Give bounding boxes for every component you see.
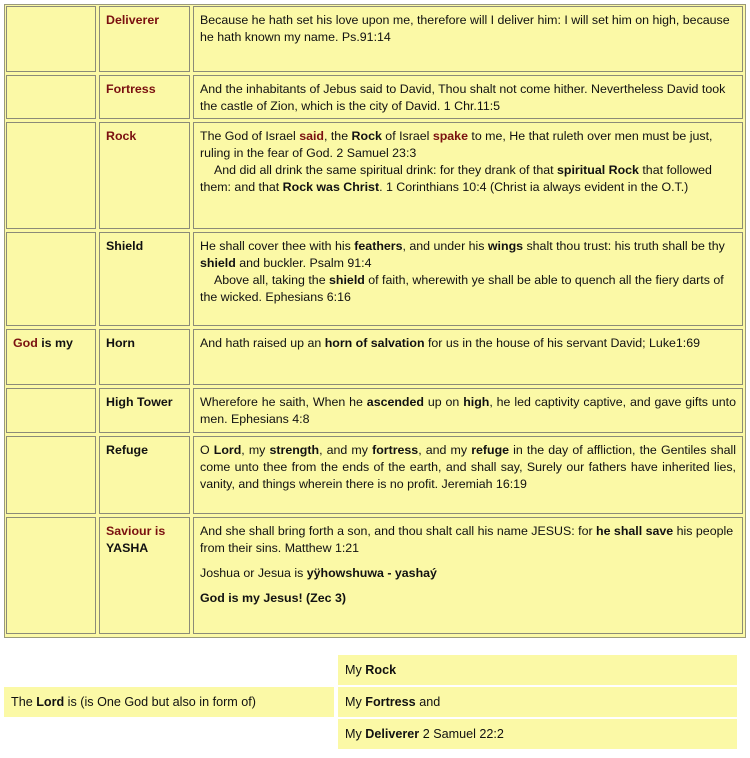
scripture-run: , and my bbox=[319, 443, 373, 457]
scripture-run: , he led captivity captive, and gave gifts unto men. Ephesians 4:8 bbox=[200, 395, 736, 426]
scripture-run: Rock bbox=[351, 129, 382, 143]
summary-line-deliverer-run: Deliverer bbox=[365, 727, 420, 741]
scripture-run: horn of salvation bbox=[324, 336, 425, 350]
scripture-run: God is my Jesus! (Zec 3) bbox=[200, 591, 346, 605]
scripture-run: , the bbox=[323, 129, 352, 143]
summary-block bbox=[0, 655, 750, 755]
scripture-run: shield bbox=[200, 256, 236, 270]
group-cell bbox=[6, 388, 96, 433]
scripture-run: feathers bbox=[354, 239, 403, 253]
table-row bbox=[5, 388, 745, 433]
group-label-god-is-my-run: God bbox=[13, 336, 38, 350]
title-cell-deliverer-run: Deliverer bbox=[106, 13, 160, 27]
group-label-god-is-my-run: is my bbox=[37, 336, 73, 350]
title-cell-deliverer bbox=[99, 6, 190, 72]
scripture-paragraph bbox=[200, 238, 736, 272]
summary-lord-label bbox=[4, 687, 334, 717]
title-cell-rock-run: Rock bbox=[106, 129, 137, 143]
summary-line-rock-run: Rock bbox=[365, 663, 397, 677]
scripture-run: high bbox=[463, 395, 490, 409]
scripture-run: Joshua or Jesua is bbox=[200, 566, 307, 580]
table-row bbox=[5, 232, 745, 326]
scripture-run: his people from their sins. Matthew 1:21 bbox=[200, 524, 734, 555]
scripture-cell bbox=[193, 436, 743, 514]
table-row bbox=[5, 329, 745, 385]
title-cell-refuge bbox=[99, 436, 190, 514]
scripture-paragraph bbox=[200, 394, 736, 428]
summary-line-fortress bbox=[338, 687, 737, 717]
group-cell bbox=[6, 75, 96, 119]
summary-line-rock bbox=[338, 655, 737, 685]
title-cell-high-tower-run: High Tower bbox=[106, 395, 173, 409]
scripture-run: he shall save bbox=[596, 524, 674, 538]
scripture-run: O bbox=[200, 443, 214, 457]
scripture-run: Rock was Christ bbox=[282, 180, 380, 194]
table-row bbox=[5, 517, 745, 634]
scripture-paragraph bbox=[200, 272, 736, 306]
summary-line-fortress-run: My bbox=[345, 695, 366, 709]
scripture-paragraph bbox=[200, 12, 736, 46]
scripture-cell bbox=[193, 517, 743, 634]
scripture-cell bbox=[193, 75, 743, 119]
title-cell-shield bbox=[99, 232, 190, 326]
scripture-run: and buckler. Psalm 91:4 bbox=[235, 256, 372, 270]
table-row bbox=[5, 75, 745, 119]
title-cell-fortress bbox=[99, 75, 190, 119]
title-cell-fortress-run: Fortress bbox=[106, 82, 156, 96]
summary-lord-label-run: Lord bbox=[36, 695, 65, 709]
group-cell bbox=[6, 6, 96, 72]
title-cell-shield-run: Shield bbox=[106, 239, 144, 253]
scripture-cell bbox=[193, 122, 743, 229]
group-cell bbox=[6, 232, 96, 326]
title-cell-refuge-run: Refuge bbox=[106, 443, 148, 457]
scripture-run: He shall cover thee with his bbox=[200, 239, 355, 253]
group-cell bbox=[6, 122, 96, 229]
scripture-run: Lord bbox=[213, 443, 242, 457]
summary-line-deliverer-run: 2 Samuel 22:2 bbox=[419, 727, 504, 741]
scripture-run: And she shall bring forth a son, and thou shalt call his name JESUS: for bbox=[200, 524, 597, 538]
scripture-run: spake bbox=[432, 129, 468, 143]
scripture-run: Wherefore he saith, When he bbox=[200, 395, 367, 409]
scripture-run: And the inhabitants of Jebus said to David, Thou shalt not come hither. Nevertheless David took the castle of Zion, which is the city of David. 1 Chr.11:5 bbox=[200, 82, 726, 113]
scripture-paragraph bbox=[200, 590, 736, 607]
group-label-god-is-my bbox=[6, 329, 96, 385]
scripture-run: to me, He that ruleth over men must be just, ruling in the fear of God. 2 Samuel 23:3 bbox=[200, 129, 713, 160]
scripture-run: spiritual Rock bbox=[556, 163, 639, 177]
summary-line-rock-run: My bbox=[345, 663, 366, 677]
table-row bbox=[5, 436, 745, 514]
scripture-cell bbox=[193, 388, 743, 433]
scripture-run: . 1 Corinthians 10:4 (Christ ia always evident in the O.T.) bbox=[379, 180, 689, 194]
scripture-run: Above all, taking the bbox=[214, 273, 330, 287]
scripture-paragraph bbox=[200, 128, 736, 162]
group-cell bbox=[6, 517, 96, 634]
summary-lord-label-run: is (is One God but also in form of) bbox=[64, 695, 256, 709]
group-cell bbox=[6, 436, 96, 514]
scripture-paragraph bbox=[200, 81, 736, 115]
summary-line-fortress-run: Fortress bbox=[365, 695, 416, 709]
title-cell-horn-run: Horn bbox=[106, 336, 135, 350]
scripture-run: that followed them: and that bbox=[200, 163, 712, 194]
scripture-run: , my bbox=[241, 443, 270, 457]
scripture-paragraph bbox=[200, 523, 736, 557]
scripture-run: , and under his bbox=[402, 239, 488, 253]
scripture-cell bbox=[193, 329, 743, 385]
scripture-run: yÿhowshuwa - yashaý bbox=[306, 566, 437, 580]
title-cell-high-tower bbox=[99, 388, 190, 433]
scripture-run: of faith, wherewith ye shall be able to quench all the fiery darts of the wicked. Ephesians 6:16 bbox=[200, 273, 724, 304]
scripture-cell bbox=[193, 6, 743, 72]
title-cell-saviour-run: YASHA bbox=[106, 541, 149, 555]
scripture-paragraph bbox=[200, 442, 736, 493]
title-cell-horn bbox=[99, 329, 190, 385]
scripture-run: wings bbox=[487, 239, 524, 253]
scripture-run: The God of Israel bbox=[200, 129, 300, 143]
title-cell-rock bbox=[99, 122, 190, 229]
scripture-run: fortress bbox=[372, 443, 419, 457]
scripture-run: And hath raised up an bbox=[200, 336, 325, 350]
title-cell-saviour bbox=[99, 517, 190, 634]
scripture-run: up on bbox=[423, 395, 464, 409]
summary-line-deliverer-run: My bbox=[345, 727, 366, 741]
scripture-paragraph bbox=[200, 335, 736, 352]
table-row bbox=[5, 6, 745, 72]
scripture-run: ascended bbox=[366, 395, 424, 409]
summary-line-fortress-run: and bbox=[415, 695, 441, 709]
title-cell-saviour-run: Saviour is bbox=[106, 524, 166, 538]
scripture-paragraph bbox=[200, 565, 736, 582]
summary-line-deliverer bbox=[338, 719, 737, 749]
scripture-run: said bbox=[299, 129, 324, 143]
scripture-run: for us in the house of his servant David; Luke1:69 bbox=[424, 336, 701, 350]
scripture-run: Because he hath set his love upon me, therefore will I deliver him: I will set him on high, because he hath known my name. Ps.91:14 bbox=[200, 13, 730, 44]
summary-lord-label-run: The bbox=[11, 695, 37, 709]
table-row bbox=[5, 122, 745, 229]
scripture-paragraph bbox=[200, 162, 736, 196]
scripture-run: , and my bbox=[418, 443, 472, 457]
scripture-run: refuge bbox=[471, 443, 510, 457]
scripture-cell bbox=[193, 232, 743, 326]
scripture-run: shield bbox=[329, 273, 365, 287]
scripture-run: strength bbox=[269, 443, 320, 457]
scripture-run: shalt thou trust: his truth shall be thy bbox=[523, 239, 725, 253]
scripture-run: of Israel bbox=[381, 129, 433, 143]
scripture-run: And did all drink the same spiritual drink: for they drank of that bbox=[214, 163, 557, 177]
titles-table bbox=[4, 4, 746, 638]
scripture-run: in the day of affliction, the Gentiles shall come unto thee from the ends of the earth, and shall say, Surely our fathers have inherited lies, vanity, and things wherein there is no profit. Jeremiah 16:19 bbox=[200, 443, 736, 491]
